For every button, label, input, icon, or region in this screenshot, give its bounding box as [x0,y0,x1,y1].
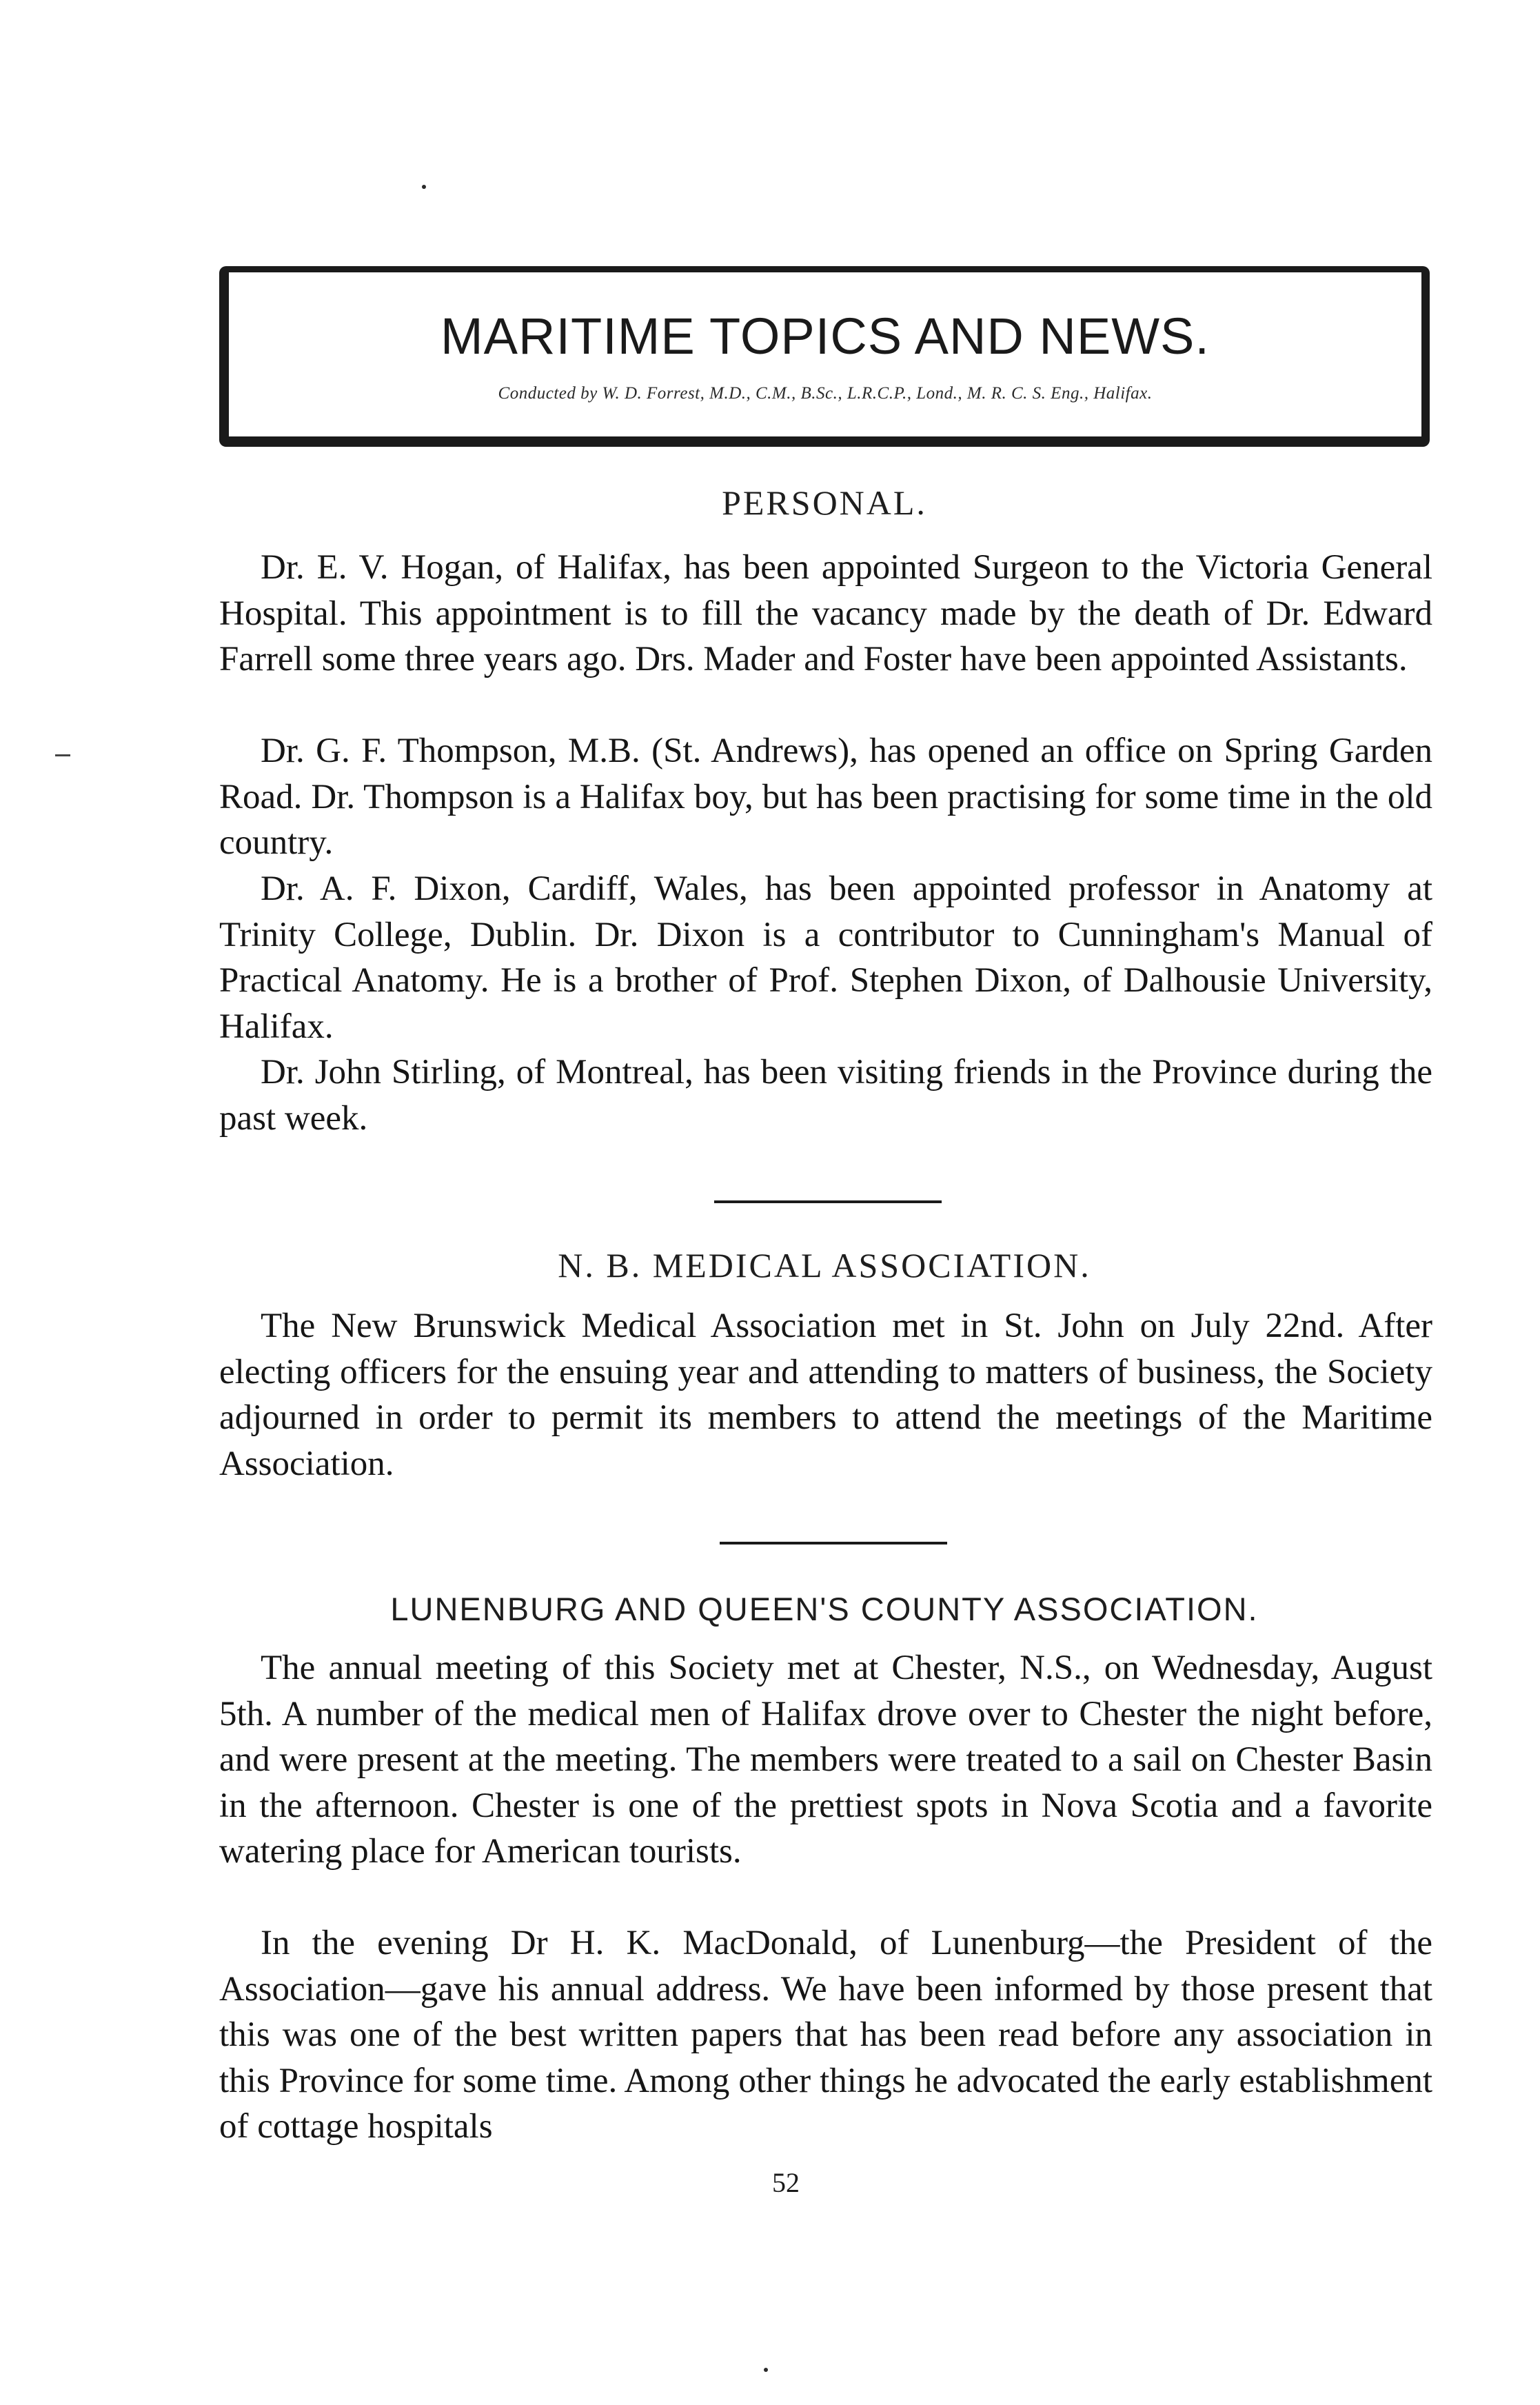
paragraph-stirling: Dr. John Stirling, of Montreal, has been visiting friends in the Province during the past week. [219,1053,1432,1138]
section-heading-nb-medical-association: N. B. MEDICAL ASSOCIATION. [558,1246,1091,1285]
section-divider [714,1200,942,1203]
margin-mark [55,754,70,756]
scan-speck [764,2368,768,2372]
editor-credit: Conducted by W. D. Forrest, M.D., C.M., B.Sc., L.R.C.P., Lond., M. R. C. S. Eng., Halifax. [498,384,1153,403]
section-heading-personal: PERSONAL. [722,483,927,522]
paragraph-presidential-address: In the evening Dr H. K. MacDonald, of Lunenburg—the President of the Association—gave his annual address. We have been informed by those present that this was one of the best written papers that has been read before any association in this Province for some time. Among other things he advocated the early establishment of cottage hospitals [219,1924,1432,2146]
masthead-box [219,266,1430,447]
scan-speck [422,185,426,189]
section-divider [720,1542,947,1544]
page-number: 52 [772,2167,800,2198]
section-heading-lunenburg-association: LUNENBURG AND QUEEN'S COUNTY ASSOCIATION. [390,1591,1259,1627]
paragraph-hogan: Dr. E. V. Hogan, of Halifax, has been appointed Surgeon to the Victoria General Hospital. This appointment is to fill the vacancy made by the death of Dr. Edward Farrell some three years ago. Drs. Mader and Foster have been appointed Assistants. [219,548,1432,678]
paragraph-thompson: Dr. G. F. Thompson, M.B. (St. Andrews), has opened an office on Spring Garden Road. Dr. Thompson is a Halifax boy, but has been practising for some time in the old country. [219,732,1432,862]
paragraph-annual-meeting: The annual meeting of this Society met at Chester, N.S., on Wednesday, August 5th. A number of the medical men of Halifax drove over to Chester the night before, and were present at the meeting. The members were treated to a sail on Chester Basin in the afternoon. Chester is one of the prettiest spots in Nova Scotia and a favorite watering place for American tourists. [219,1649,1432,1871]
paragraph-nb-association: The New Brunswick Medical Association met in St. John on July 22nd. After electing officers for the ensuing year and attending to matters of business, the Society adjourned in order to permit its members to attend the meetings of the Maritime Association. [219,1307,1432,1483]
paragraph-dixon: Dr. A. F. Dixon, Cardiff, Wales, has been appointed professor in Anatomy at Trinity College, Dublin. Dr. Dixon is a contributor to Cunningham's Manual of Practical Anatomy. He is a brother of Prof. Stephen Dixon, of Dalhousie University, Halifax. [219,869,1432,1046]
page-title: MARITIME TOPICS AND NEWS. [440,308,1210,365]
